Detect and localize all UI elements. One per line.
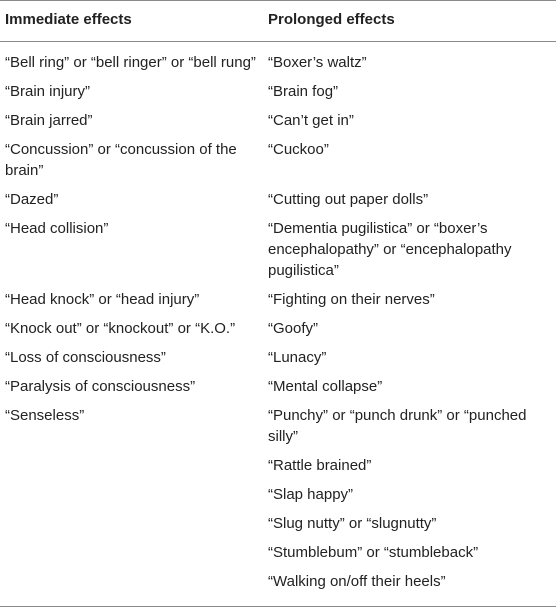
prolonged-effect-cell: “Brain fog” [268, 83, 339, 100]
table-row [0, 484, 556, 513]
immediate-effect-cell: “Dazed” [5, 191, 59, 208]
table-header [0, 1, 556, 42]
prolonged-effect-cell: “Cuckoo” [268, 141, 329, 158]
immediate-effect-cell: “Senseless” [5, 407, 85, 424]
table-row [0, 42, 556, 82]
prolonged-effect-cell: “Mental collapse” [268, 378, 383, 395]
table-row [0, 318, 556, 347]
table-row [0, 405, 556, 455]
prolonged-effect-cell: “Lunacy” [268, 349, 327, 366]
prolonged-effect-cell: “Punchy” or “punch drunk” or “punched silly” [268, 407, 527, 445]
immediate-effect-cell [0, 513, 263, 542]
header-immediate-effects: Immediate effects [0, 1, 263, 42]
table-row [0, 571, 556, 607]
header-prolonged-effects: Prolonged effects [263, 1, 556, 42]
immediate-effect-cell: “Concussion” or “concussion of the brain” [5, 141, 237, 179]
immediate-effect-cell [0, 484, 263, 513]
prolonged-effect-cell: “Slug nutty” or “slugnutty” [268, 515, 437, 532]
immediate-effect-cell: “Head knock” or “head injury” [5, 291, 200, 308]
table-row [0, 289, 556, 318]
prolonged-effect-cell: “Boxer’s waltz” [268, 54, 367, 71]
immediate-effect-cell: “Knock out” or “knockout” or “K.O.” [5, 320, 236, 337]
table-row [0, 139, 556, 189]
table-row [0, 347, 556, 376]
prolonged-effect-cell: “Cutting out paper dolls” [268, 191, 429, 208]
prolonged-effect-cell: “Rattle brained” [268, 457, 372, 474]
prolonged-effect-cell: “Slap happy” [268, 486, 354, 503]
prolonged-effect-cell: “Can’t get in” [268, 112, 354, 129]
table-row [0, 189, 556, 218]
table-body [0, 42, 556, 607]
immediate-effect-cell: “Head collision” [5, 220, 109, 237]
immediate-effect-cell [0, 455, 263, 484]
table-row [0, 542, 556, 571]
prolonged-effect-cell: “Goofy” [268, 320, 319, 337]
header-row [0, 1, 556, 42]
table-row [0, 455, 556, 484]
immediate-effect-cell: “Brain jarred” [5, 112, 93, 129]
immediate-effect-cell: “Loss of consciousness” [5, 349, 166, 366]
prolonged-effect-cell: “Stumblebum” or “stumbleback” [268, 544, 479, 561]
table-row [0, 218, 556, 289]
immediate-effect-cell: “Brain injury” [5, 83, 91, 100]
table-row [0, 513, 556, 542]
immediate-effect-cell: “Bell ring” or “bell ringer” or “bell rung” [5, 54, 256, 71]
table-row [0, 110, 556, 139]
immediate-effect-cell [0, 571, 263, 607]
prolonged-effect-cell: “Walking on/off their heels” [263, 571, 556, 607]
immediate-effect-cell [0, 542, 263, 571]
prolonged-effect-cell: “Dementia pugilistica” or “boxer’s encephalopathy” or “encephalopathy pugilistica” [268, 220, 512, 279]
prolonged-effect-cell: “Fighting on their nerves” [268, 291, 435, 308]
table-row [0, 81, 556, 110]
table-row [0, 376, 556, 405]
immediate-effect-cell: “Paralysis of consciousness” [5, 378, 196, 395]
